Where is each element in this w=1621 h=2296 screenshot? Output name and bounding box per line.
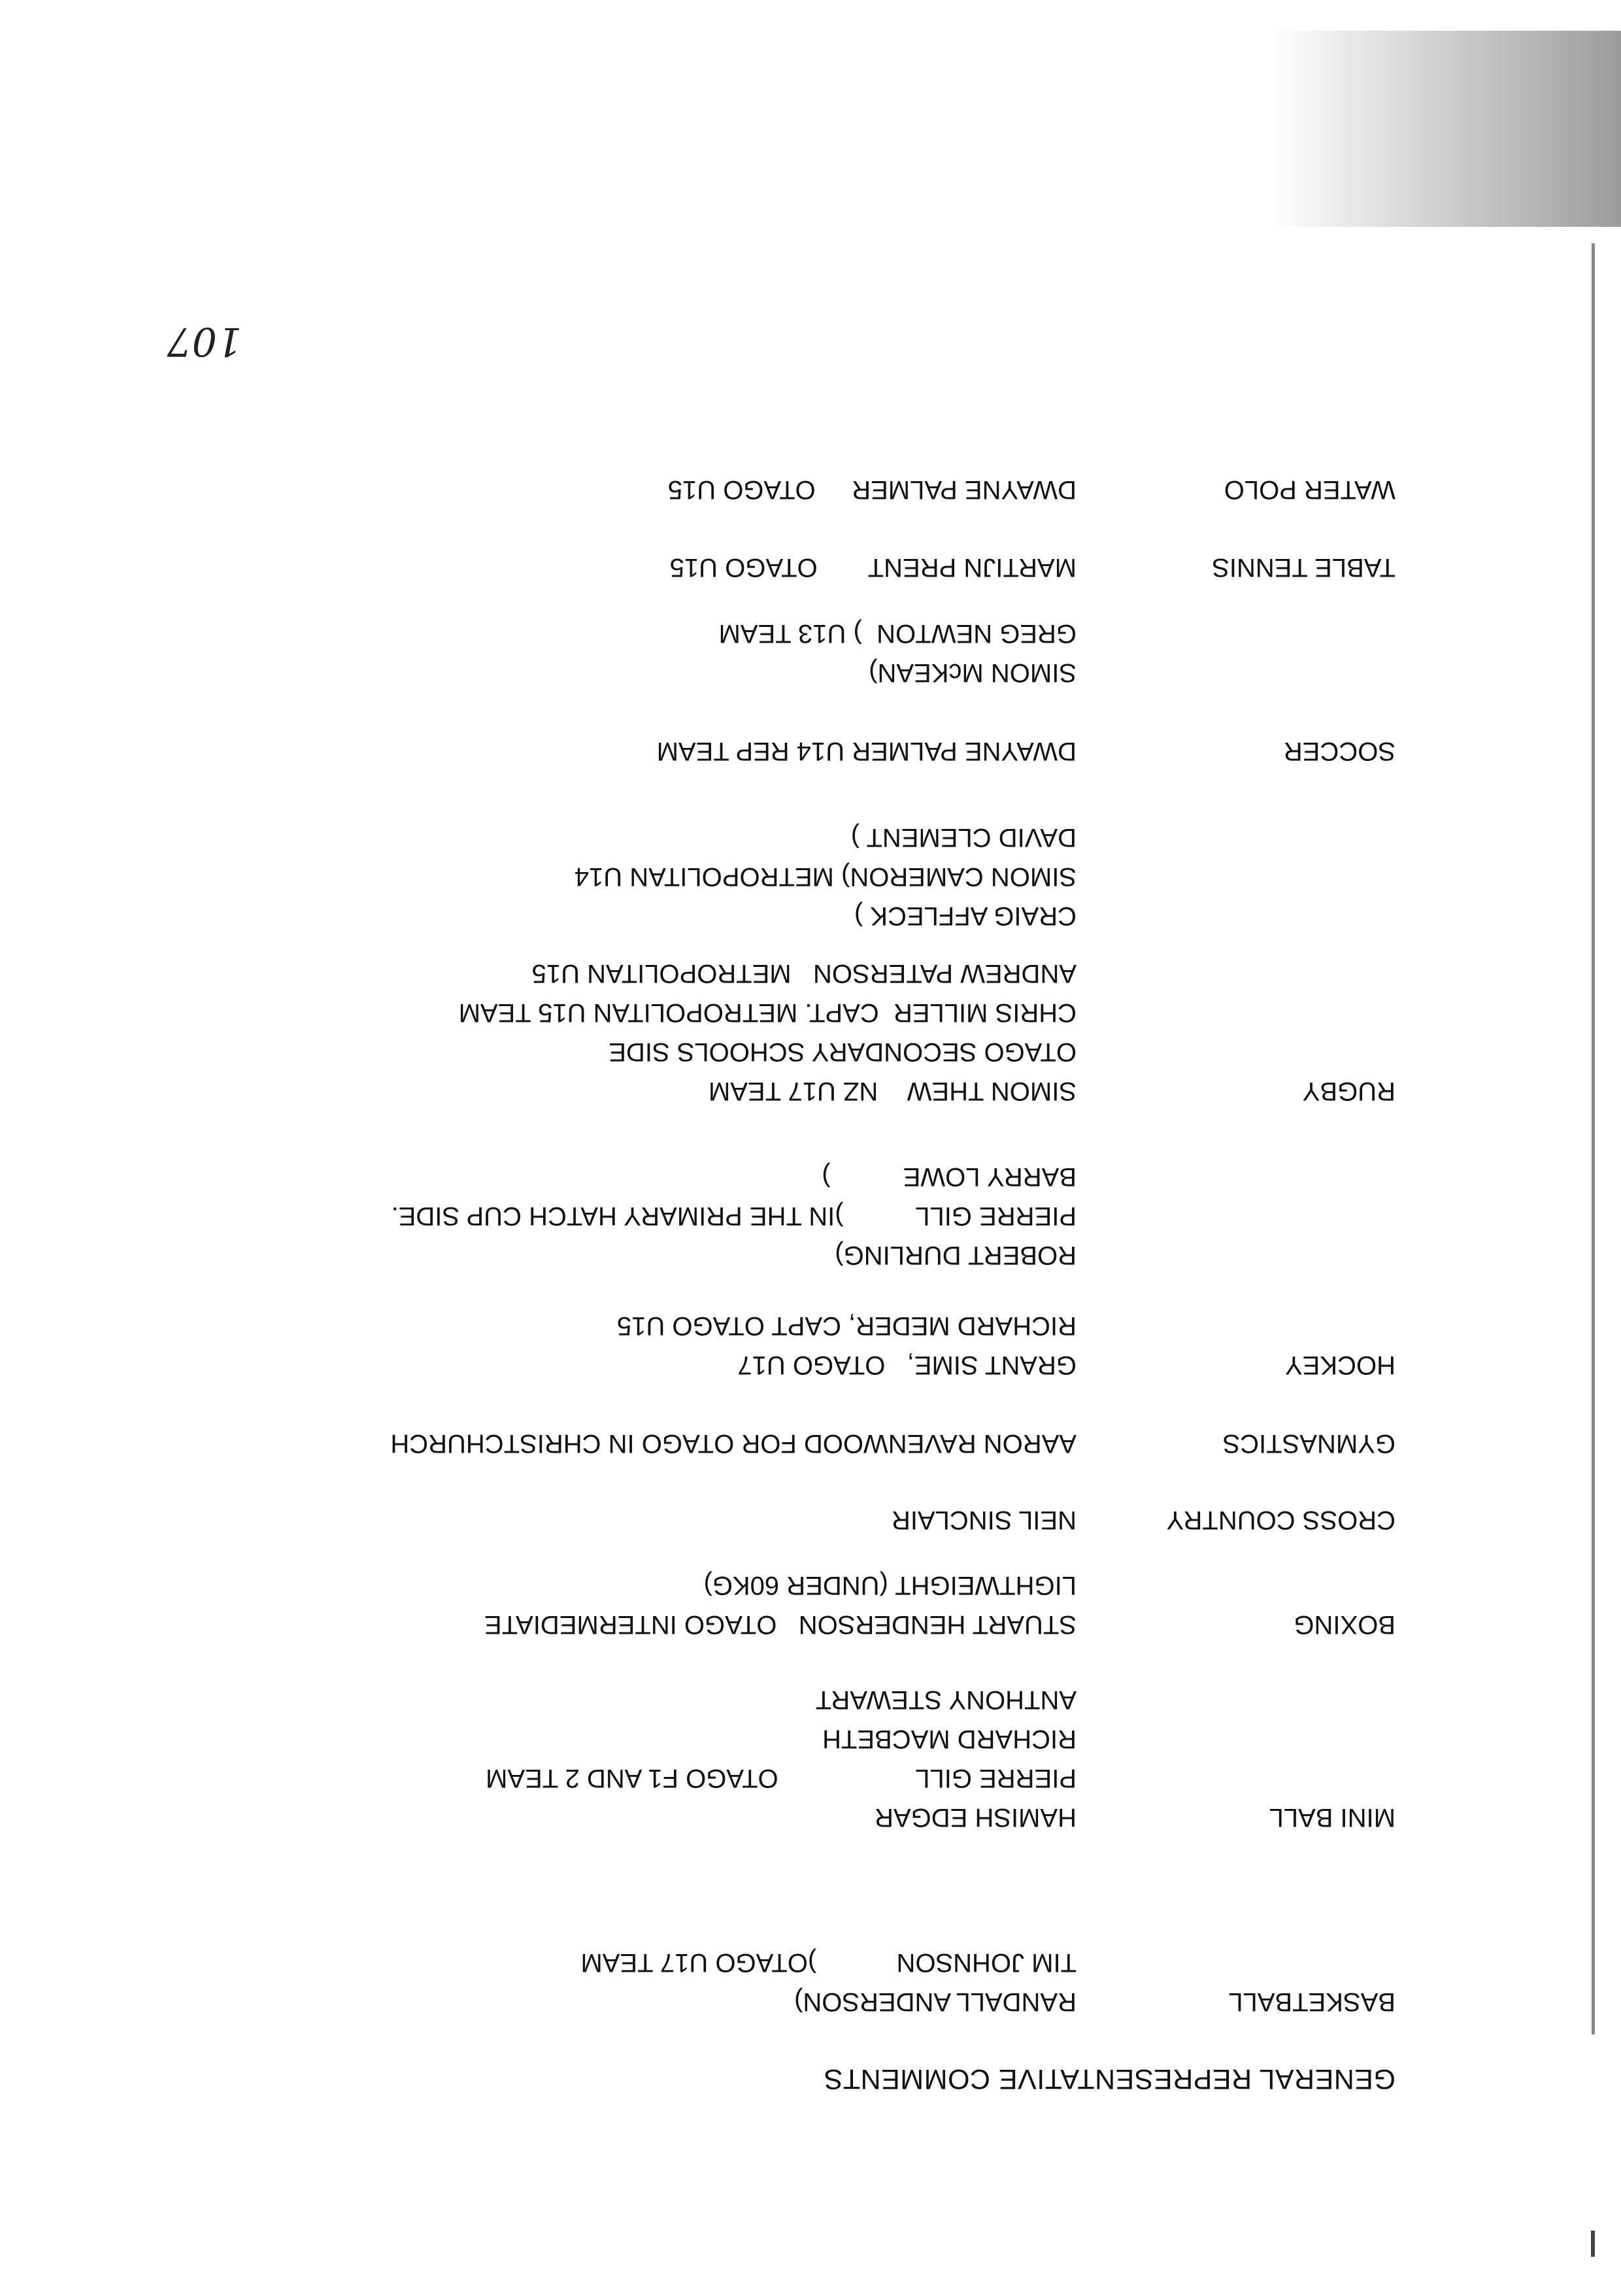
- entry-line: RICHARD MACBETH: [822, 1725, 1077, 1753]
- entry-line: RANDALL ANDERSON): [794, 1987, 1077, 2016]
- sport-label: BOXING: [1294, 1610, 1395, 1639]
- sport-label: TABLE TENNIS: [1212, 553, 1395, 582]
- entry-line: DWAYNE PALMER OTAGO U15: [667, 475, 1077, 504]
- entry-line: BARRY LOWE ): [822, 1162, 1077, 1191]
- entry-line: CHRIS MILLER CAPT. METROPOLITAN U15 TEAM: [458, 998, 1077, 1027]
- sport-label: CROSS COUNTRY: [1166, 1506, 1395, 1534]
- entry-line: SIMON THEW NZ U17 TEAM: [708, 1077, 1077, 1106]
- sport-label: WATER POLO: [1224, 475, 1395, 504]
- sport-entries: [392, 1157, 1077, 1275]
- sport-entries: [390, 1424, 1077, 1463]
- entry-line: SIMON CAMERON) METROPOLITAN U14: [574, 862, 1077, 891]
- entry-line: DAVID CLEMENT ): [850, 823, 1077, 852]
- entry-line: AARON RAVENWOOD FOR OTAGO IN CHRISTCHURCH: [390, 1429, 1077, 1458]
- entry-line: MARTIJN PRENT OTAGO U15: [669, 553, 1077, 582]
- entry-line: LIGHTWEIGHT (UNDER 60KG): [703, 1571, 1077, 1600]
- entry-line: NEIL SINCLAIR: [891, 1506, 1077, 1534]
- sport-label: BASKETBALL: [1228, 1987, 1395, 2016]
- entry-line: HAMISH EDGAR: [875, 1803, 1077, 1832]
- scan-edge: [1592, 243, 1595, 2034]
- page-heading: GENERAL REPRESENTATIVE COMMENTS: [824, 2063, 1395, 2095]
- sport-label: HOCKEY: [1285, 1351, 1395, 1379]
- entry-line: ROBERT DURLING): [835, 1241, 1077, 1270]
- sport-entries: [719, 614, 1077, 692]
- sport-label: GYMNASTICS: [1222, 1429, 1395, 1458]
- entry-line: DWAYNE PALMER U14 REP TEAM: [656, 737, 1077, 766]
- entry-line: TIM JOHNSON )OTAGO U17 TEAM: [580, 1948, 1077, 1977]
- handwritten-page-number: 107: [167, 318, 242, 364]
- entry-line: PIERRE GILL OTAGO F1 AND 2 TEAM: [486, 1764, 1077, 1793]
- sport-entries: [657, 732, 1077, 771]
- sport-entries: [486, 1680, 1077, 1837]
- entry-line: ANDREW PATERSON METROPOLITAN U15: [531, 959, 1077, 988]
- sport-entries: [670, 548, 1077, 587]
- entry-line: STUART HENDERSON OTAGO INTERMEDIATE: [484, 1610, 1077, 1639]
- sport-label: SOCCER: [1283, 737, 1395, 766]
- scan-edge-mark: [1591, 2231, 1595, 2257]
- sport-entries: [580, 1943, 1077, 2021]
- entry-line: PIERRE GILL )IN THE PRIMARY HATCH CUP SIDE.: [391, 1202, 1077, 1230]
- sport-entries: [892, 1500, 1077, 1540]
- entry-line: OTAGO SECONDARY SCHOOLS SIDE: [609, 1038, 1077, 1066]
- entry-line: SIMON McKEAN): [869, 658, 1077, 687]
- entry-line: CRAIG AFFLECK ): [854, 902, 1077, 930]
- sport-label: MINI BALL: [1269, 1803, 1395, 1832]
- sport-entries: [459, 954, 1077, 1111]
- sport-entries: [617, 1306, 1077, 1385]
- sport-entries: [484, 1566, 1077, 1644]
- entry-line: RICHARD MEDER, CAPT OTAGO U15: [616, 1311, 1077, 1340]
- entry-line: GRANT SIME, OTAGO U17: [737, 1351, 1077, 1379]
- sport-entries: [575, 818, 1077, 936]
- entry-line: ANTHONY STEWART: [815, 1685, 1077, 1714]
- sport-entries: [668, 470, 1077, 509]
- entry-line: GREG NEWTON ) U13 TEAM: [718, 619, 1077, 648]
- sport-label: RUGBY: [1302, 1077, 1395, 1106]
- scan-shadow: [1268, 31, 1621, 227]
